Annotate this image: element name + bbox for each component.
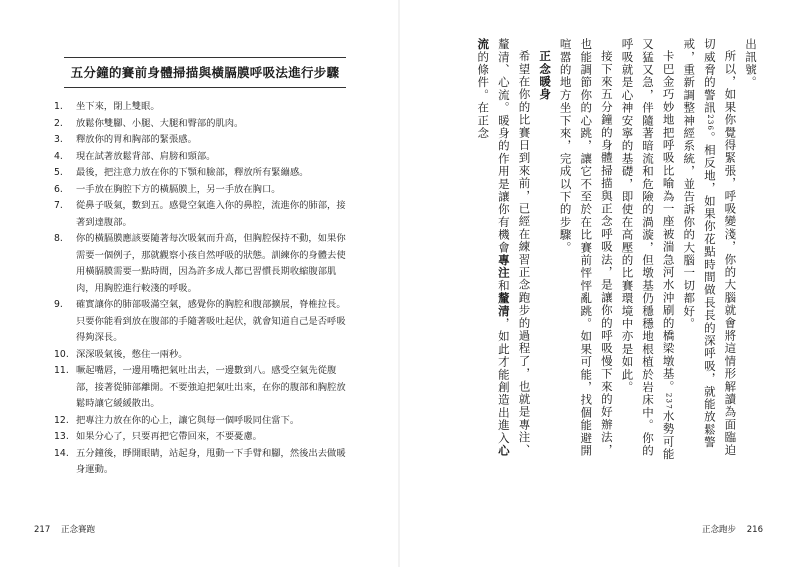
step-number: 1. <box>54 101 63 112</box>
step-text: 噘起嘴唇，一邊用嘴把氣吐出去，一邊數到八。感受空氣先從腹部，接著從肺部離開。不要強迫把氣吐出來，在你的腹部和胸腔放鬆時讓它緩緩散出。 <box>76 365 346 409</box>
step-number: 7. <box>54 200 63 211</box>
left-page-number: 217 <box>34 525 51 535</box>
footnote-ref-237: 237 <box>664 392 673 410</box>
paragraph-1-text: 出訊號。 <box>744 38 758 89</box>
step-text: 一手放在胸腔下方的橫膈膜上，另一手放在胸口。 <box>76 183 281 195</box>
step-number: 8. <box>54 233 63 244</box>
step-item <box>54 297 354 347</box>
title-rule-top <box>64 57 346 58</box>
vertical-text-block <box>473 38 761 468</box>
step-item <box>54 198 354 231</box>
section-heading: 正念暖身 <box>538 49 553 101</box>
right-page <box>400 0 799 567</box>
steps-list <box>54 99 354 479</box>
page-title: 五分鐘的賽前身體掃描與橫膈膜呼吸法進行步驟 <box>70 65 340 80</box>
step-number: 12. <box>54 414 69 426</box>
step-item <box>54 149 354 166</box>
step-text: 最後，把注意力放在你的下顎和臉部，釋放所有緊繃感。 <box>76 167 309 178</box>
step-number: 10. <box>54 348 69 360</box>
step-item <box>54 363 354 413</box>
paragraph-2-text-cont: 。相反地，如果你花點時間做長長的深呼吸，就能放鬆警戒，重新調整神經系統，並告訴你的大腦一切都好。 <box>682 38 717 449</box>
footnote-ref-236: 236 <box>705 114 714 132</box>
paragraph-2-text: 所以，如果你覺得緊張，呼吸變淺，你的大腦就會將這情形解讀為面臨迫切威脅的警訊 <box>702 38 738 456</box>
step-text: 深深吸氣後，憋住一兩秒。 <box>76 348 188 360</box>
step-item <box>54 413 354 430</box>
paragraph-2 <box>679 38 741 468</box>
right-running-head: 正念跑步 <box>702 525 737 535</box>
bold-flow: 心流 <box>476 38 511 458</box>
step-item <box>54 132 354 149</box>
step-text: 現在試著放鬆背部、肩膀和頸部。 <box>76 150 216 162</box>
left-folio <box>34 523 95 535</box>
step-number: 4. <box>54 150 63 162</box>
step-item <box>54 165 354 182</box>
step-text: 坐下來，閉上雙眼。 <box>76 101 160 112</box>
step-number: 14. <box>54 447 69 459</box>
paragraph-5-and: 和 <box>496 279 511 293</box>
step-text: 從鼻子吸氣，數到五。感覺空氣進入你的鼻腔，流進你的肺部，接著到達腹部。 <box>76 200 346 228</box>
paragraph-5-end: 的條件。在正念 <box>476 50 491 140</box>
step-text: 確實讓你的肺部吸滿空氣，感覺你的胸腔和腹部擴展，脊椎拉長。只要你能看到放在腹部的手隨著吸吐起伏，就會知道自己是否呼吸得夠深長。 <box>76 299 346 343</box>
title-rule-bottom <box>64 87 346 88</box>
step-item <box>54 116 354 133</box>
step-item <box>54 446 354 479</box>
step-text: 把專注力放在你的心上，讓它與每一個呼吸同住當下。 <box>76 414 300 426</box>
paragraph-4-text: 接下來五分鐘的身體掃描與正念呼吸法，是讓你的呼吸慢下來的好辦法，也能調節你的心跳，讓它不至於在比賽前怦怦亂跳。如果可能，找個能避開喧嚣的地方坐下來，完成以下的步驟。 <box>558 38 614 458</box>
step-number: 3. <box>54 134 63 145</box>
paragraph-5-text: 希望在你的比賽日到來前，已經在練習正念跑步的過程了，也就是專注、釐清、心流。暖身的作用是讓你有機會 <box>496 38 532 456</box>
step-text: 放鬆你雙腳、小腿、大腿和臀部的肌肉。 <box>76 117 244 129</box>
paragraph-3-text-cont: 水勢可能又猛又急，伴隨著暗流和危險的渦漩，但墩基仍穩穩地根植於岩床中。你的呼吸就是心神安寧的基礎，即使在高壓的比賽環境中亦是如此。 <box>620 38 676 461</box>
paragraph-3 <box>617 38 679 468</box>
step-number: 6. <box>54 183 63 195</box>
step-number: 11. <box>54 365 69 376</box>
paragraph-4 <box>555 38 617 468</box>
step-text: 五分鐘後，睜開眼睛，站起身，甩動一下手臂和腳，然後出去做暖身運動。 <box>76 447 346 475</box>
step-number: 5. <box>54 167 63 178</box>
step-text: 如果分心了，只要再把它帶回來，不要憂慮。 <box>76 431 262 442</box>
step-text: 釋放你的胃和胸部的緊張感。 <box>76 134 197 145</box>
step-item <box>54 429 354 446</box>
step-number: 9. <box>54 299 63 310</box>
step-item <box>54 347 354 364</box>
step-item <box>54 182 354 199</box>
bold-focus: 專注 <box>496 253 511 280</box>
right-folio <box>702 523 763 535</box>
paragraph-5-text-cont: ，如此才能創造出進入 <box>496 317 511 445</box>
paragraph-3-text: 卡巴金巧妙地把呼吸比喻為一座被湍急河水沖刷的橋梁墩基。 <box>661 49 676 393</box>
paragraph-1 <box>740 38 761 468</box>
step-text: 你的橫膈膜應該要隨著每次吸氣而升高，但胸腔保持不動，如果你需要一個例子，那就觀察小孩自然呼吸的狀態。訓練你的身體去使用橫膈膜需要一點時間，因為許多成人都已習慣長期收縮腹部肌肉，用胸腔進行較淺的呼吸。 <box>76 233 346 294</box>
bold-clarify: 釐清 <box>496 292 511 318</box>
step-number: 13. <box>54 431 69 442</box>
step-item <box>54 99 354 116</box>
paragraph-5 <box>473 38 535 468</box>
left-page <box>0 0 399 567</box>
right-page-number: 216 <box>746 525 763 535</box>
left-running-head: 正念賽跑 <box>60 525 95 535</box>
step-number: 2. <box>54 117 63 129</box>
step-item <box>54 231 354 297</box>
